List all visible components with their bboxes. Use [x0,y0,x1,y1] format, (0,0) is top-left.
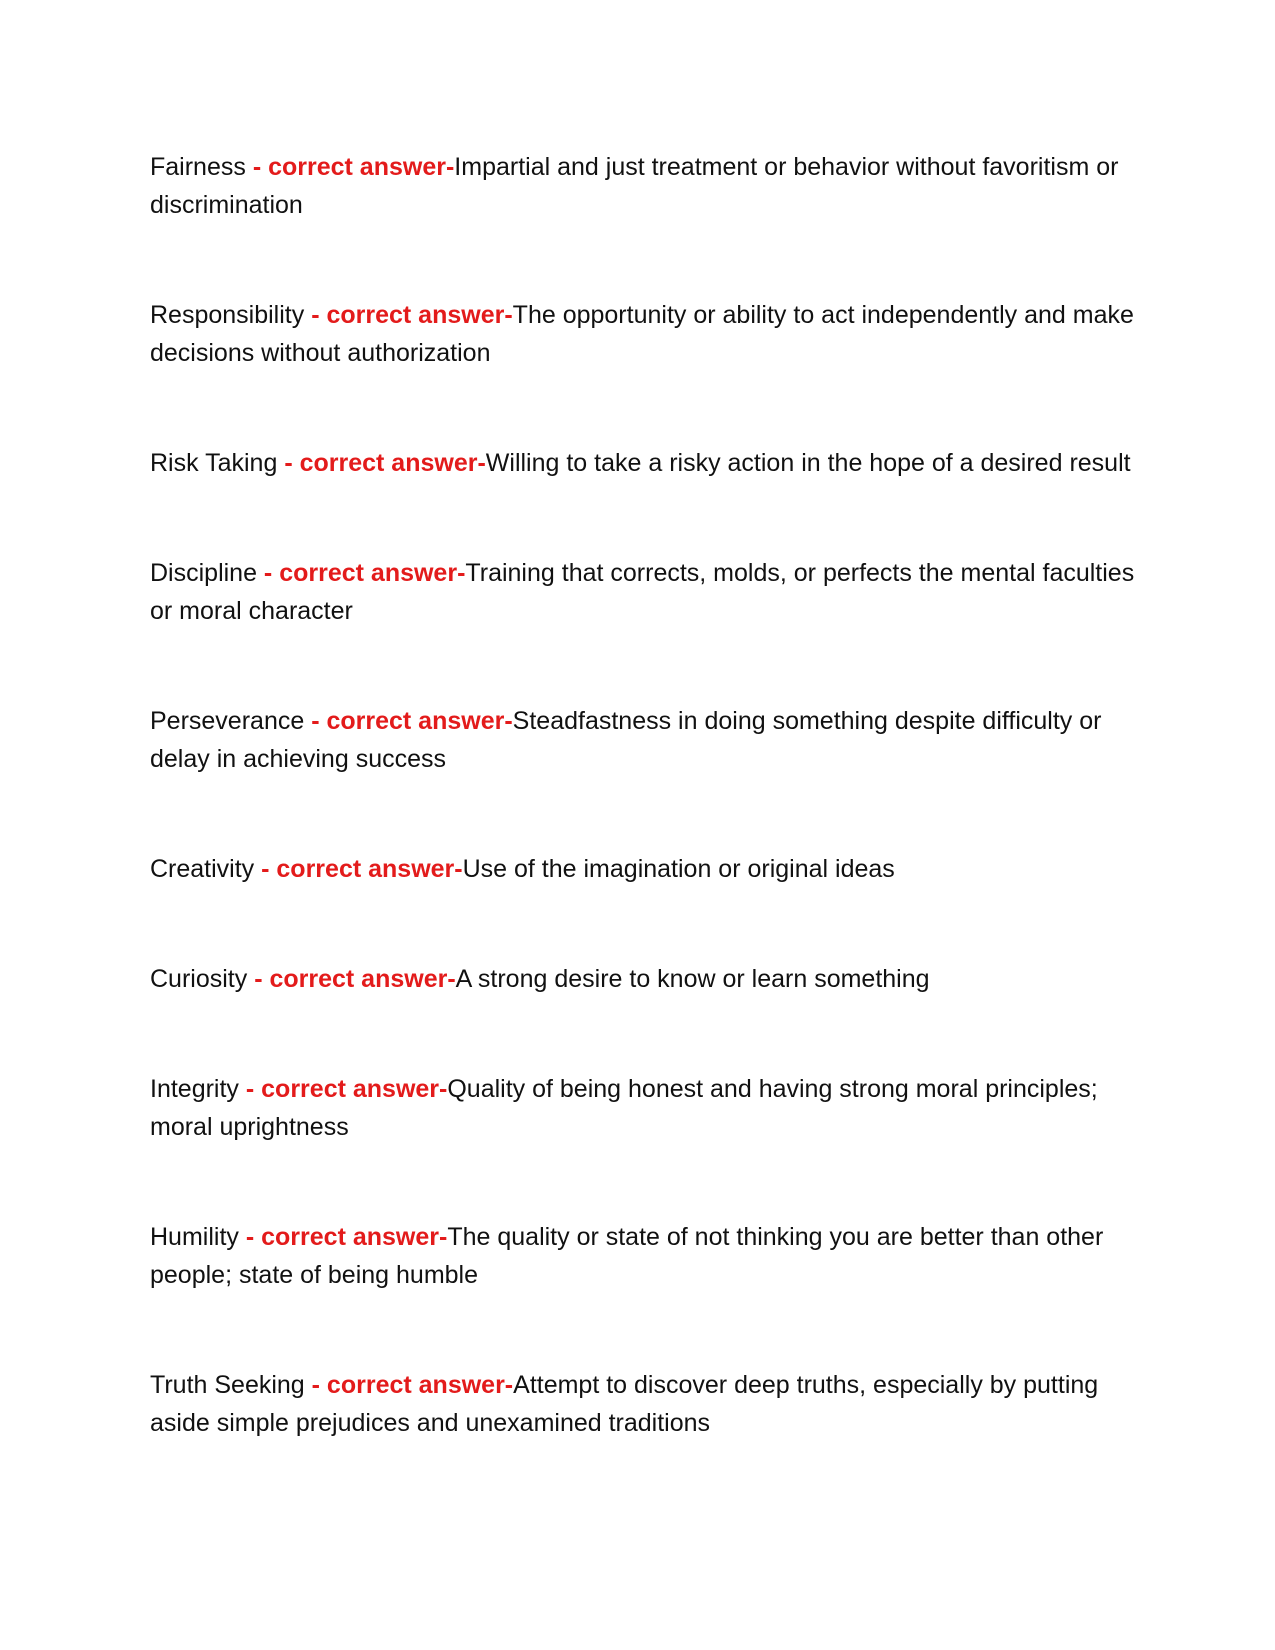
correct-answer-separator: - correct answer- [304,1371,514,1399]
definition: Willing to take a risky action in the hope of a desired result [485,449,1131,477]
definition: Steadfastness in doing something despite difficulty or delay in achieving success [150,707,1102,773]
flashcard-entry [150,850,1135,888]
correct-answer-separator: - correct answer- [254,855,463,883]
term: Integrity [150,1075,239,1103]
term: Responsibility [150,301,305,329]
correct-answer-separator: - correct answer- [247,965,456,993]
flashcard-entry [150,1070,1135,1146]
flashcard-entry [150,296,1135,372]
correct-answer-separator: - correct answer- [304,707,513,735]
correct-answer-separator: - correct answer- [277,449,486,477]
term: Risk Taking [150,449,278,477]
flashcard-entry [150,1218,1135,1294]
definition: Attempt to discover deep truths, especially by putting aside simple prejudices and unexamined traditions [150,1371,1099,1437]
correct-answer-separator: - correct answer- [245,153,455,181]
definition: Training that corrects, molds, or perfects the mental faculties or moral character [150,559,1135,625]
term: Perseverance [150,707,305,735]
definition: Use of the imagination or original ideas [462,855,895,883]
term: Fairness [150,153,246,181]
correct-answer-separator: - correct answer- [304,301,513,329]
definition: The opportunity or ability to act independently and make decisions without authorization [150,301,1134,367]
definition: Quality of being honest and having strong moral principles; moral uprightness [150,1075,1098,1141]
flashcard-entry [150,444,1135,482]
definition: Impartial and just treatment or behavior without favoritism or discrimination [150,153,1119,219]
term: Curiosity [150,965,248,993]
flashcard-entry [150,1366,1135,1442]
correct-answer-separator: - correct answer- [256,559,466,587]
flashcard-entry [150,960,1135,998]
term: Discipline [150,559,257,587]
flashcard-list [150,148,1135,1442]
correct-answer-separator: - correct answer- [238,1075,448,1103]
correct-answer-separator: - correct answer- [238,1223,448,1251]
definition: The quality or state of not thinking you are better than other people; state of being humble [150,1223,1104,1289]
term: Humility [150,1223,239,1251]
flashcard-entry [150,554,1135,630]
term: Truth Seeking [150,1371,305,1399]
term: Creativity [150,855,255,883]
flashcard-entry [150,148,1135,224]
definition: A strong desire to know or learn something [455,965,930,993]
flashcard-entry [150,702,1135,778]
